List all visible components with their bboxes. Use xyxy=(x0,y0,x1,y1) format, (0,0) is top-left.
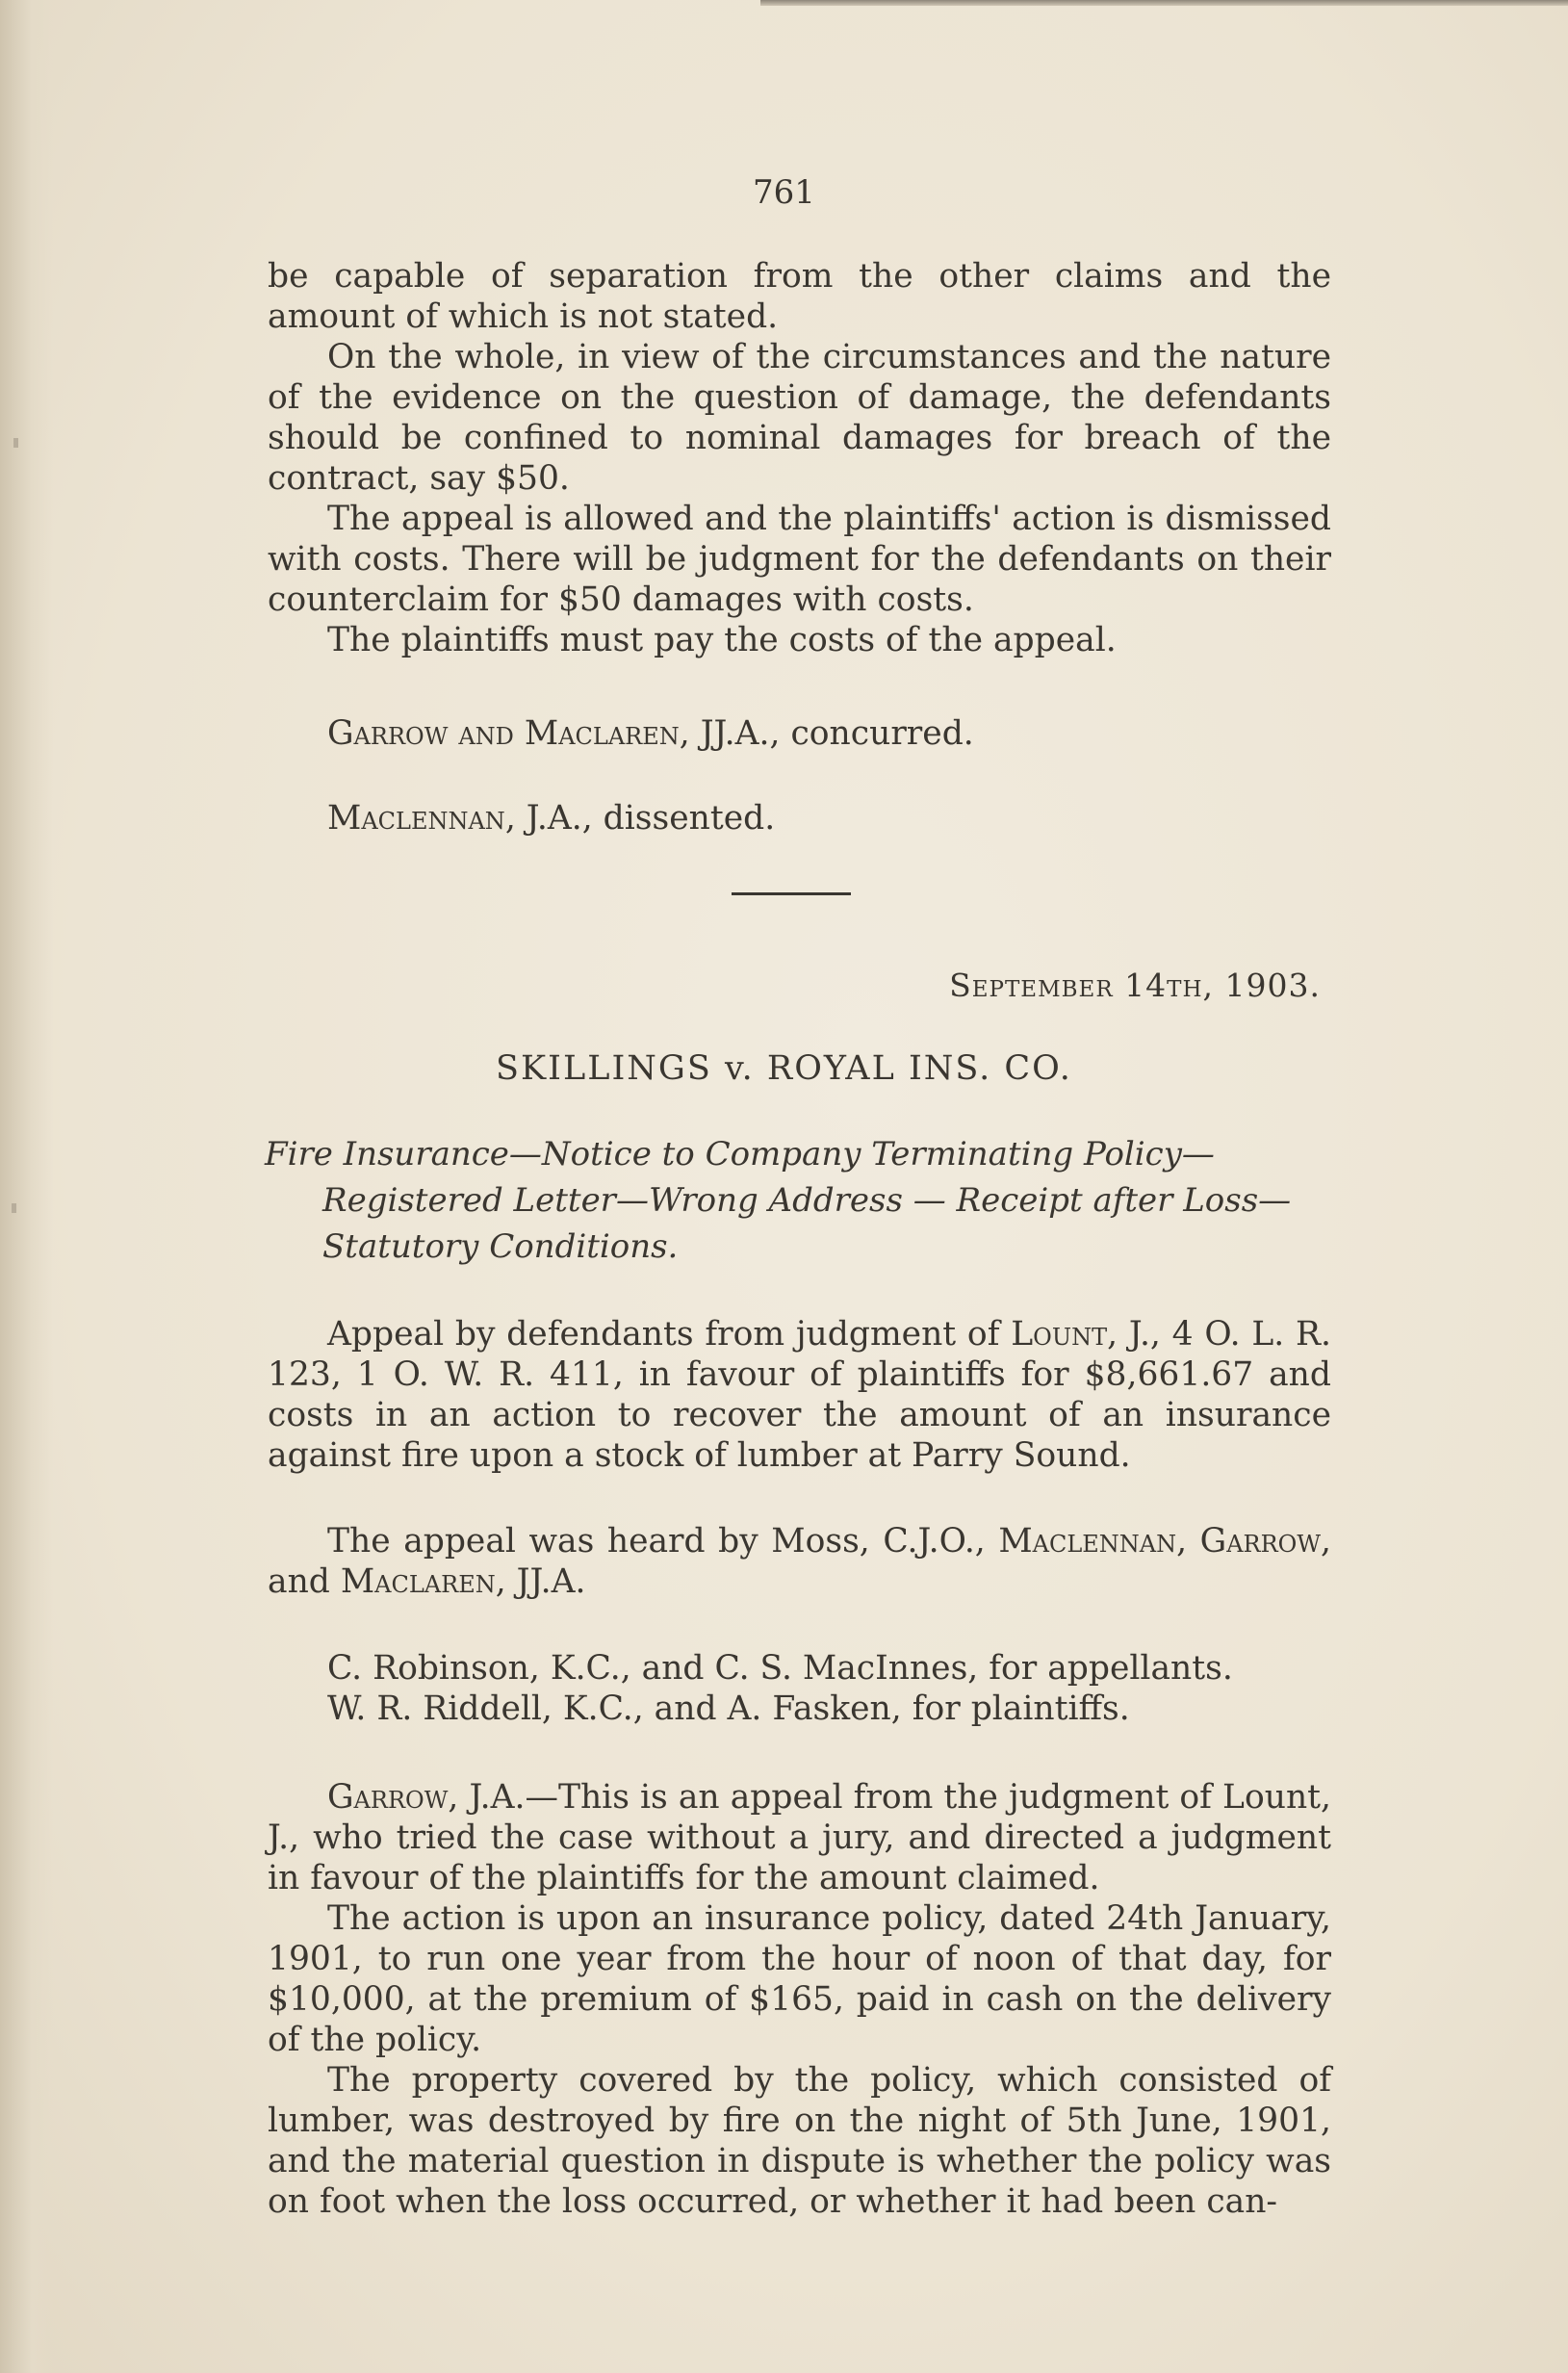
concurring-judges: Garrow and Maclaren xyxy=(327,714,680,753)
opinion-conclusion xyxy=(268,256,1331,660)
counsel-line: W. R. Riddell, K.C., and A. Fasken, for plaintiffs. xyxy=(327,1689,1130,1728)
page-number: 761 xyxy=(753,173,815,212)
counsel-line: C. Robinson, K.C., and C. S. MacInnes, for appellants. xyxy=(327,1649,1233,1688)
counsel-list xyxy=(268,1648,1331,1729)
binding-shadow xyxy=(0,0,53,2373)
judgment-text: Garrow, J.A.—This is an appeal from the judgment of Lount, J., who tried the case without a jury, and directed a judgment in favour of the plaintiffs for the amount claimed. The action is upon an insurance policy, dated 24th January, 1901, to run one year from the hour of noon of that day, for $10,000, at the premium of $165, paid in cash on the delivery of the policy. The property covered by the policy, which consisted of lumber, was destroyed by fire on the night of 5th June, 1901, and the material question in dispute is whether the policy was on foot when the loss occurred, or whether it had been can- xyxy=(268,1778,1331,2221)
concurrence-text: , JJ.A., concurred. xyxy=(679,714,974,753)
margin-mark xyxy=(12,1203,16,1213)
decision-date: September 14th, 1903. xyxy=(949,967,1321,1004)
paragraph: On the whole, in view of the circumstances and the nature of the evidence on the question of damage, the defendants should be confined to nominal damages for breach of the contract, say $50. xyxy=(268,338,1331,498)
dissenting-judge: Maclennan xyxy=(327,799,505,838)
paragraph: The property covered by the policy, which consisted of lumber, was destroyed by fire on the night of 5th June, 1901, and the material question in dispute is whether the policy was on foot when the loss occurred, or whether it had been can- xyxy=(268,2061,1331,2221)
headnote: Fire Insurance—Notice to Company Terminating Policy—Registered Letter—Wrong Address — Receipt after Loss—Statutory Conditions. xyxy=(265,1135,1292,1266)
hearing-panel: The appeal was heard by Moss, C.J.O., Maclennan, Garrow, and Maclaren, JJ.A. xyxy=(268,1522,1331,1601)
dissent-text: , J.A., dissented. xyxy=(504,799,776,838)
dissent-line xyxy=(268,798,1331,838)
concurrence-line xyxy=(268,713,1331,754)
appeal-summary: Appeal by defendants from judgment of Lount, J., 4 O. L. R. 123, 1 O. W. R. 411, in favour of plaintiffs for $8,661.67 and costs in an action to recover the amount of an insurance against fire upon a stock of lumber at Parry Sound. xyxy=(268,1315,1331,1475)
page-top-edge xyxy=(760,0,1568,6)
paragraph: The action is upon an insurance policy, dated 24th January, 1901, to run one year from the hour of noon of that day, for $10,000, at the premium of $165, paid in cash on the delivery of the policy. xyxy=(268,1899,1331,2059)
paragraph: be capable of separation from the other claims and the amount of which is not stated. xyxy=(268,257,1331,336)
paragraph: The plaintiffs must pay the costs of the appeal. xyxy=(327,621,1117,659)
margin-mark xyxy=(13,438,18,448)
case-title: SKILLINGS v. ROYAL INS. CO. xyxy=(496,1049,1072,1088)
judgment-author: Garrow xyxy=(327,1778,449,1817)
paragraph: The appeal is allowed and the plaintiffs' action is dismissed with costs. There will be judgment for the defendants on their counterclaim for $50 damages with costs. xyxy=(268,500,1331,619)
section-divider xyxy=(732,892,851,895)
trial-judge: Lount xyxy=(1011,1315,1108,1354)
